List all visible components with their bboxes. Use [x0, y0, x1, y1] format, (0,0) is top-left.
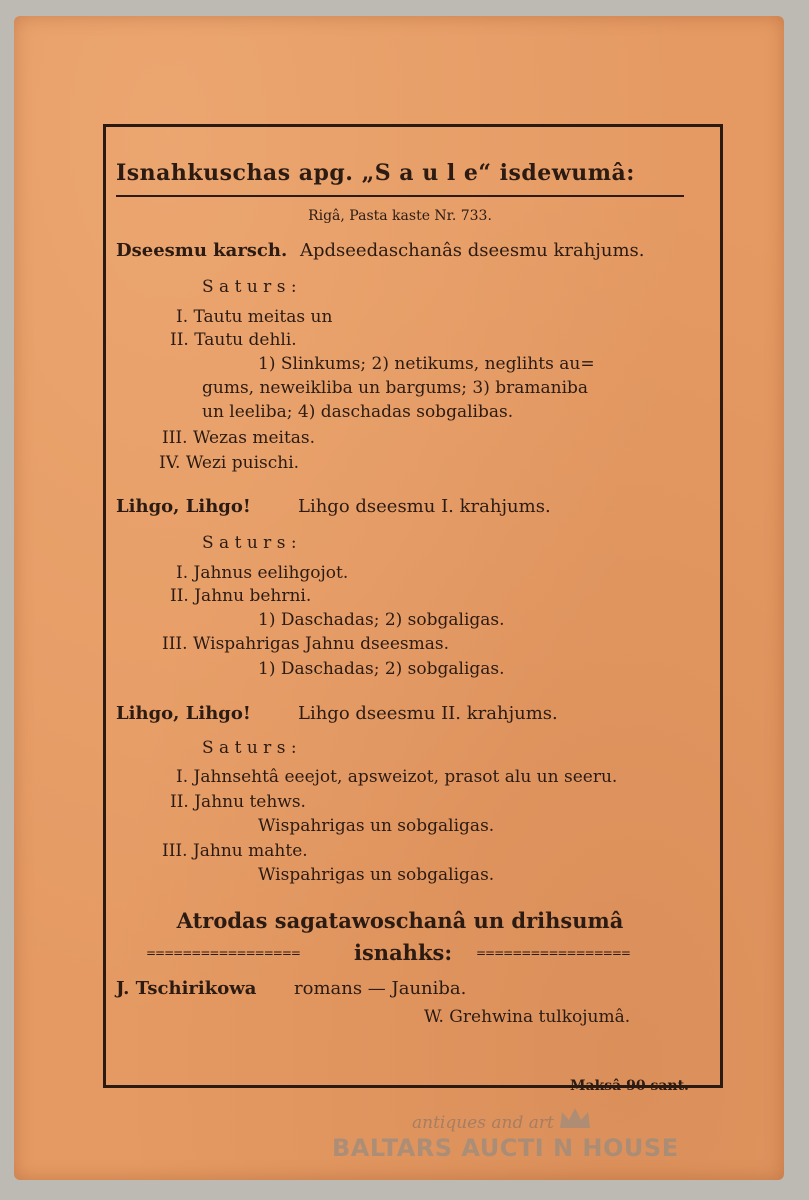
forthcoming-author: J. Tschirikowa [116, 978, 257, 999]
book1-contents-label: S a t u r s : [202, 277, 297, 297]
forthcoming-translator: W. Grehwina tulkojumâ. [424, 1007, 631, 1027]
book1-line: III. Wezas meitas. [162, 428, 316, 448]
book3-line: II. Jahnu tehws. [170, 792, 306, 812]
book2-line: 1) Daschadas; 2) sobgaligas. [258, 610, 505, 630]
watermark-tagline: antiques and art [412, 1113, 554, 1133]
book1-line: I. Tautu meitas un [176, 307, 333, 327]
watermark-brand: BALTARS AUCTI N HOUSE [332, 1134, 679, 1162]
book3-line: I. Jahnsehtâ eeejot, apsweizot, prasot alu un seeru. [176, 767, 618, 787]
book2-line: II. Jahnu behrni. [170, 586, 312, 606]
book3-line: Wispahrigas un sobgaligas. [258, 865, 495, 885]
book2-subtitle: Lihgo dseesmu I. krahjums. [298, 496, 551, 517]
book2-line: III. Wispahrigas Jahnu dseesmas. [162, 634, 449, 654]
publisher-address: Rigâ, Pasta kaste Nr. 733. [308, 208, 492, 224]
decorative-rule-right: ================= [476, 946, 630, 960]
book2-contents-label: S a t u r s : [202, 533, 297, 553]
forthcoming-subheading: isnahks: [354, 940, 453, 965]
book-back-cover [14, 16, 784, 1180]
publisher-heading: Isnahkuschas apg. „S a u l e“ isdewumâ: [116, 160, 635, 186]
book2-title: Lihgo, Lihgo! [116, 496, 251, 517]
heading-underline [116, 195, 684, 197]
book1-title: Dseesmu karsch. [116, 240, 288, 261]
price: Maksâ 90 sant. [570, 1078, 689, 1094]
decorative-rule-left: ================= [146, 946, 300, 960]
book1-line: gums, neweikliba un bargums; 3) bramaniba [202, 378, 589, 398]
book3-contents-label: S a t u r s : [202, 738, 297, 758]
book1-line: IV. Wezi puischi. [159, 453, 300, 473]
crown-icon [557, 1104, 593, 1132]
book3-title: Lihgo, Lihgo! [116, 703, 251, 724]
book3-line: Wispahrigas un sobgaligas. [258, 816, 495, 836]
book1-line: II. Tautu dehli. [170, 330, 297, 350]
book2-line: 1) Daschadas; 2) sobgaligas. [258, 659, 505, 679]
book3-subtitle: Lihgo dseesmu II. krahjums. [298, 703, 558, 724]
forthcoming-work: romans — Jauniba. [294, 978, 467, 999]
book1-line: un leeliba; 4) daschadas sobgalibas. [202, 402, 514, 422]
book1-line: 1) Slinkums; 2) netikums, neglihts au= [258, 354, 595, 374]
book1-subtitle: Apdseedaschanâs dseesmu krahjums. [300, 240, 645, 261]
book2-line: I. Jahnus eelihgojot. [176, 563, 349, 583]
book3-line: III. Jahnu mahte. [162, 841, 308, 861]
forthcoming-heading: Atrodas sagatawoschanâ un drihsumâ [176, 908, 624, 933]
